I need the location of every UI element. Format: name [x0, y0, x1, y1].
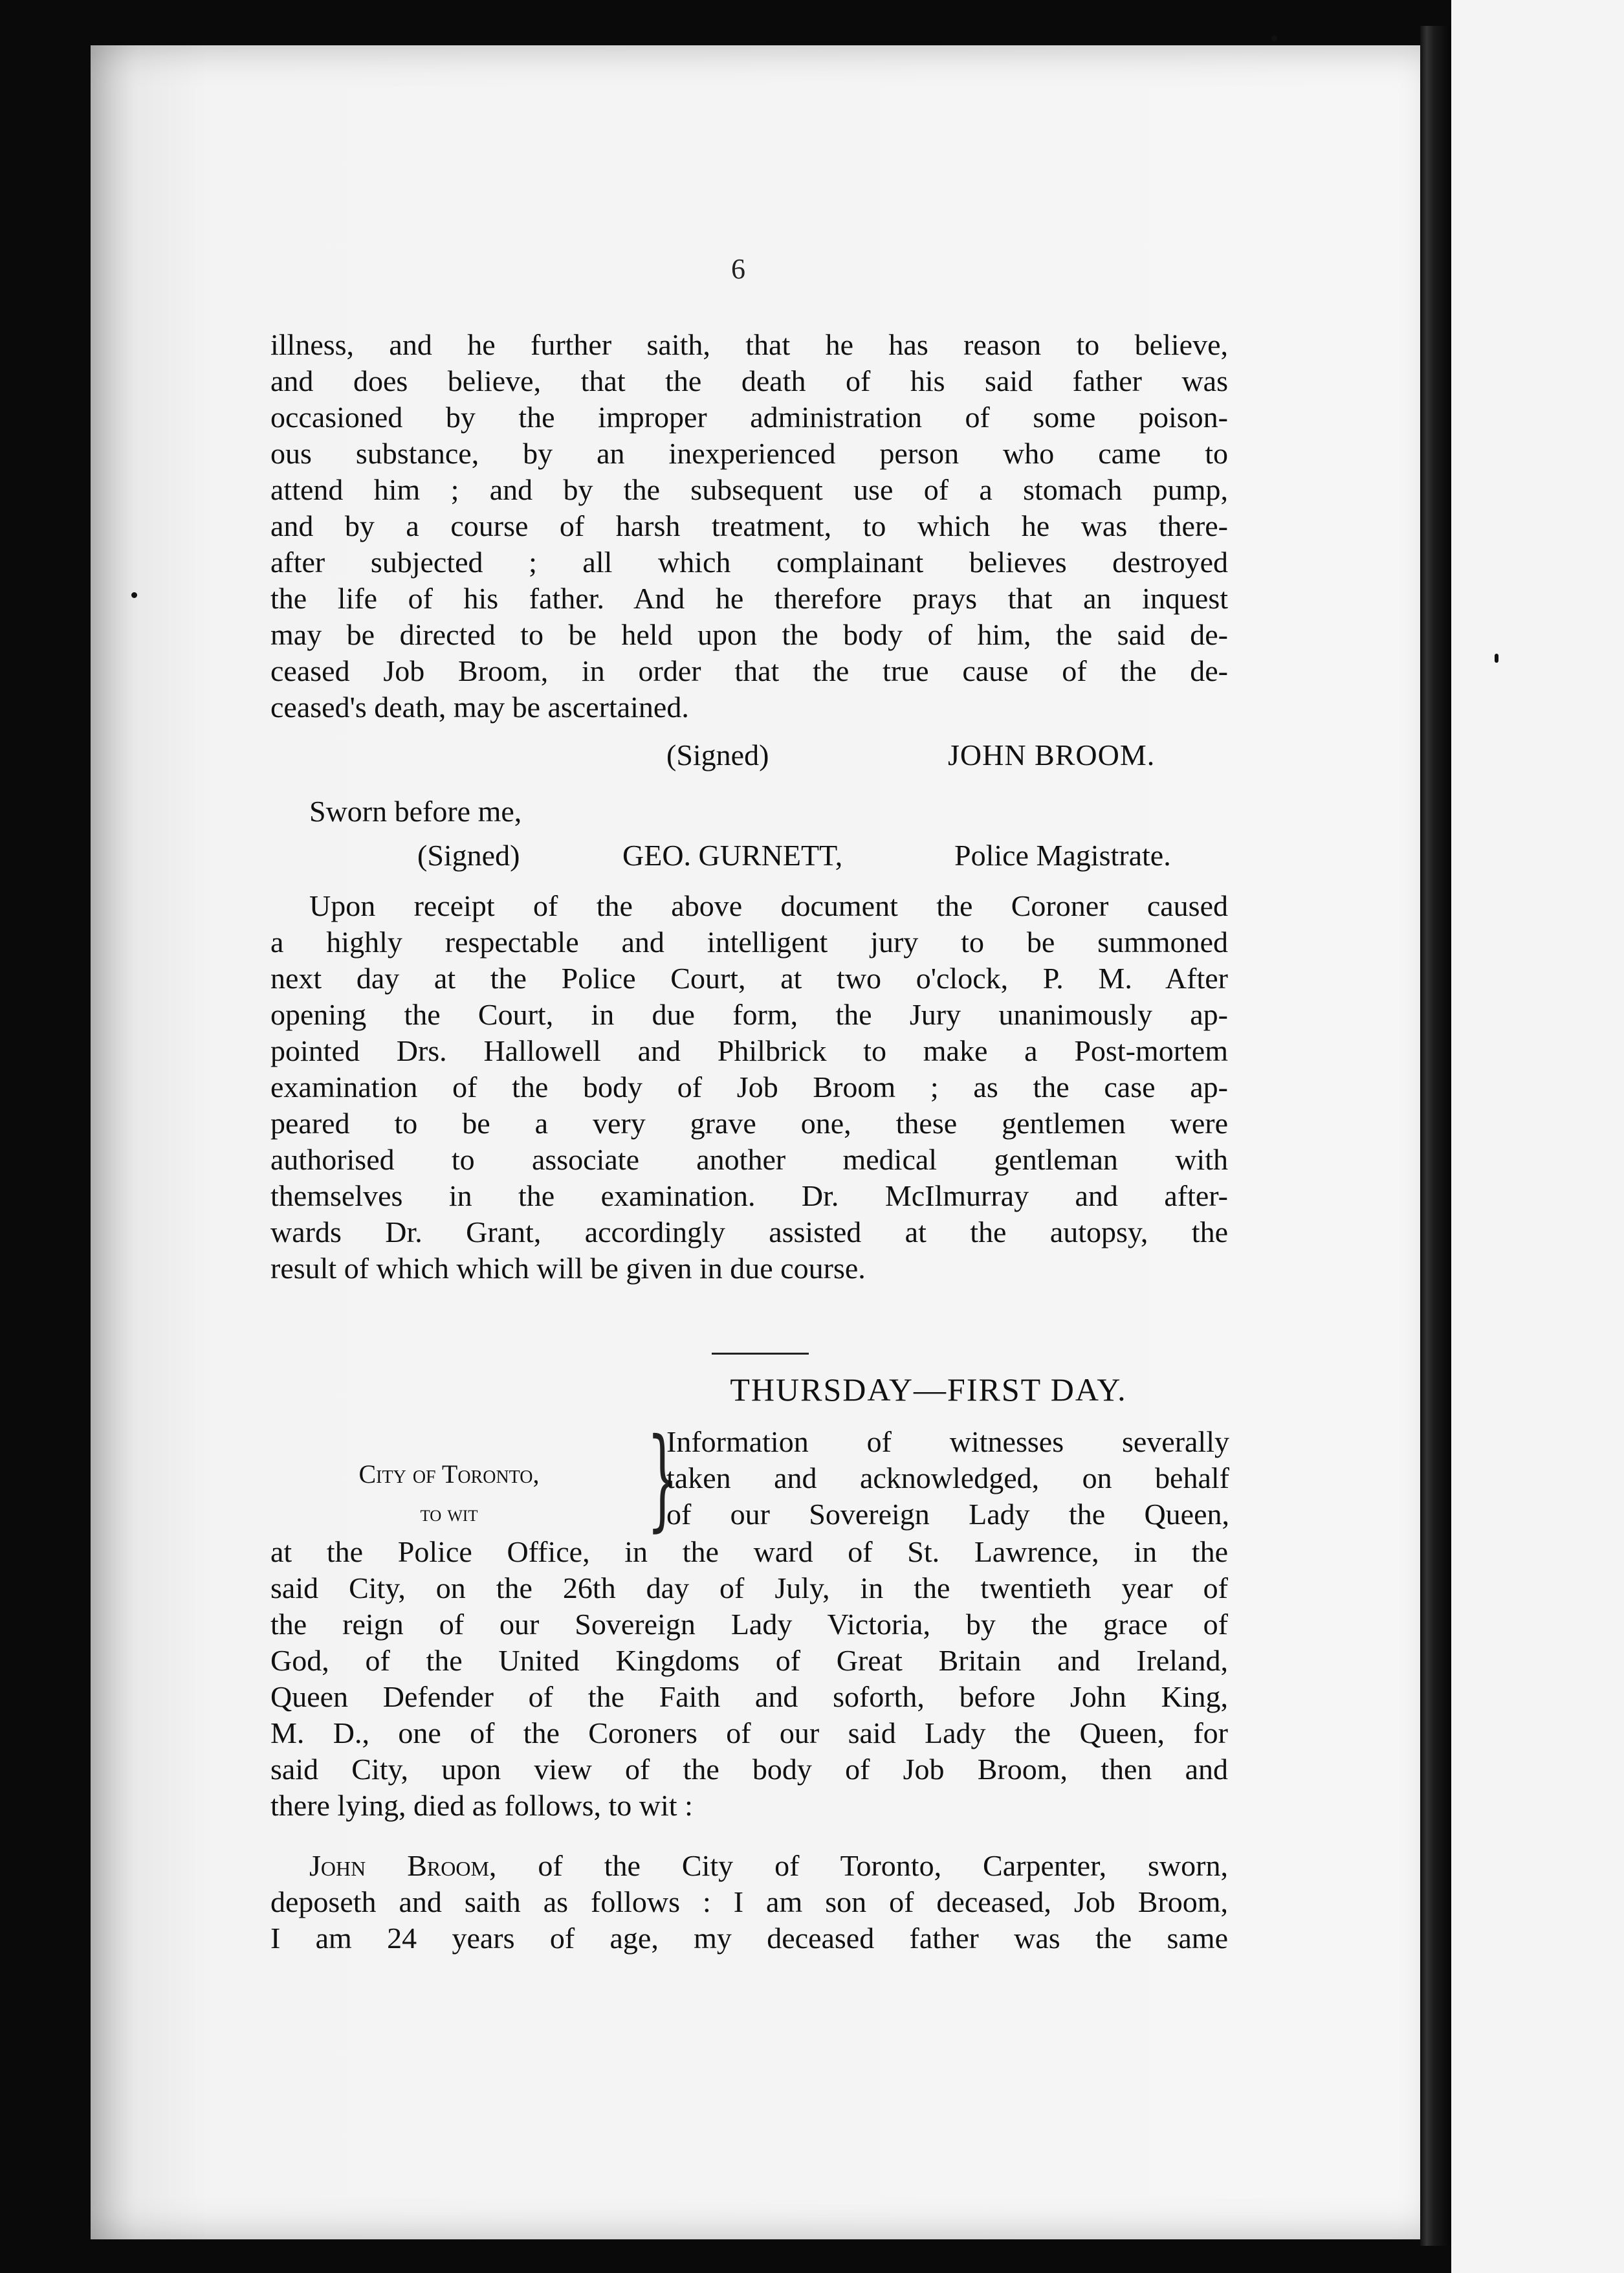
text-line: ceased's death, may be ascertained. [270, 691, 689, 724]
text-line: authorised to associate another medical gentleman with [270, 1143, 1228, 1176]
text-line: Upon receipt of the above document the Coroner caused [309, 889, 1228, 922]
text-line: result of which which will be given in due course. [270, 1252, 866, 1285]
text-line: opening the Court, in due form, the Jury unanimously ap- [270, 998, 1228, 1031]
text-line: the life of his father. And he therefore prays that an inquest [270, 582, 1228, 615]
text-line: Queen Defender of the Faith and soforth, before John King, [270, 1680, 1228, 1713]
text-line: after subjected ; all which complainant believes destroyed [270, 546, 1228, 579]
text-line: ceased Job Broom, in order that the true cause of the de- [270, 654, 1228, 687]
text-line: peared to be a very grave one, these gentlemen were [270, 1107, 1228, 1140]
text-line: attend him ; and by the subsequent use of a stomach pump, [270, 473, 1228, 506]
text-line: there lying, died as follows, to wit : [270, 1789, 693, 1822]
text-line: themselves in the examination. Dr. McIlmurray and after- [270, 1179, 1228, 1212]
section-heading-text: THURSDAY—FIRST DAY. [730, 1371, 1127, 1408]
signatory-name: JOHN BROOM. [948, 738, 1156, 771]
text-line: next day at the Police Court, at two o'clock, P. M. After [270, 962, 1228, 995]
sworn-text: Sworn before me, [309, 795, 522, 828]
text-line: and by a course of harsh treatment, to which he was there- [270, 509, 1228, 542]
text-line: said City, on the 26th day of July, in the twentieth year of [270, 1571, 1228, 1604]
facing-page-margin [1451, 0, 1624, 2273]
signed-label: (Signed) [666, 738, 769, 771]
signed-label: (Signed) [417, 839, 520, 872]
venue-block [313, 1455, 585, 1533]
speck-mark [131, 592, 137, 598]
text-line: a highly respectable and intelligent jury to be summoned [270, 926, 1228, 959]
text-line: M. D., one of the Coroners of our said Lady the Queen, for [270, 1716, 1228, 1749]
witness-name: John Broom, [309, 1849, 497, 1882]
venue-city: City of Toronto, [358, 1459, 540, 1489]
magistrate-name: GEO. GURNETT, [622, 839, 843, 872]
text-line: wards Dr. Grant, accordingly assisted at the autopsy, the [270, 1215, 1228, 1248]
text-line: taken and acknowledged, on behalf [666, 1461, 1229, 1494]
information-block [666, 1424, 1229, 1533]
text-fragment: of the City of Toronto, Carpenter, sworn, [538, 1849, 1228, 1882]
text-line: examination of the body of Job Broom ; as the case ap- [270, 1070, 1228, 1103]
paragraph-inquest [270, 1534, 1228, 1824]
text-line [270, 1848, 1228, 1884]
magistrate-title: Police Magistrate. [954, 839, 1171, 872]
book-spine [1420, 26, 1451, 2246]
text-line: illness, and he further saith, that he has reason to believe, [270, 328, 1228, 361]
text-line: God, of the United Kingdoms of Great Britain and Ireland, [270, 1644, 1228, 1677]
paragraph-deposition [270, 1848, 1228, 1957]
section-heading [0, 1371, 1624, 1408]
page-number: 6 [731, 253, 745, 285]
text-line: the reign of our Sovereign Lady Victoria, by the grace of [270, 1608, 1228, 1641]
brace-icon: } [646, 1415, 679, 1543]
speck-mark [1495, 654, 1498, 663]
venue-to-wit: to wit [420, 1500, 478, 1526]
text-line: deposeth and saith as follows : I am son of deceased, Job Broom, [270, 1885, 1228, 1918]
text-line: ous substance, by an inexperienced person who came to [270, 437, 1228, 470]
text-line: of our Sovereign Lady the Queen, [666, 1498, 1229, 1531]
text-line: at the Police Office, in the ward of St. Lawrence, in the [270, 1535, 1228, 1568]
text-line: occasioned by the improper administration of some poison- [270, 401, 1228, 434]
text-line: may be directed to be held upon the body of him, the said de- [270, 618, 1228, 651]
speck-mark [1271, 36, 1277, 41]
paragraph-coroner [270, 888, 1228, 1287]
text-line: and does believe, that the death of his said father was [270, 364, 1228, 397]
text-line: said City, upon view of the body of Job Broom, then and [270, 1753, 1228, 1786]
paragraph-complaint [270, 327, 1228, 726]
text-line: I am 24 years of age, my deceased father was the same [270, 1922, 1228, 1955]
section-divider [712, 1353, 809, 1355]
text-line: Information of witnesses severally [666, 1425, 1229, 1458]
text-line: pointed Drs. Hallowell and Philbrick to make a Post-mortem [270, 1034, 1228, 1067]
